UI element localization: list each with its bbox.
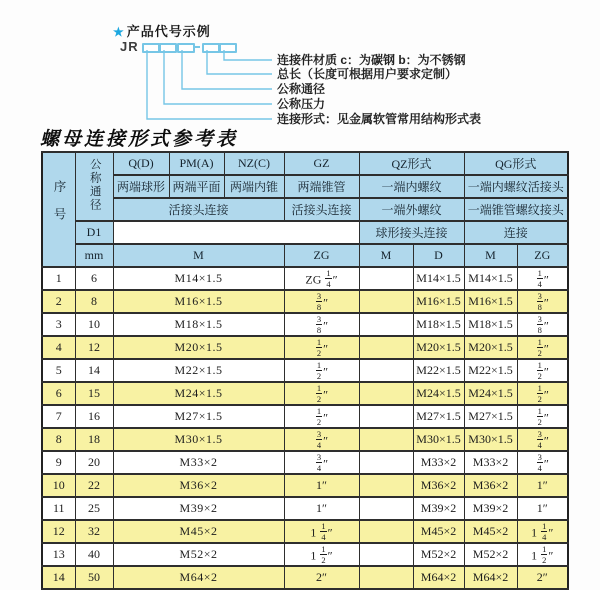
fraction: $\frac{3}{8}$ — [316, 313, 322, 335]
gz-cell: $\frac{3}{4}$ ″ — [284, 451, 359, 474]
qg-m-cell: M27×1.5 — [464, 405, 517, 428]
table-row — [42, 520, 568, 543]
qg-zg-cell: 1″ — [517, 474, 568, 497]
table-row — [42, 566, 568, 589]
header-joint-qg: 连接 — [464, 221, 568, 244]
qz-d-cell: M30×1.5 — [413, 428, 464, 451]
diagram-title-text: 产品代号示例 — [126, 24, 211, 39]
qz-m-cell — [359, 428, 413, 451]
header-desc-pma: 两端平面 — [169, 175, 224, 198]
serial-cell: 10 — [42, 474, 75, 497]
qz-m-cell — [359, 405, 413, 428]
qz-m-cell — [359, 543, 413, 566]
header-nominal-diameter: 公称通径 — [75, 152, 113, 221]
header-row-threads — [42, 244, 568, 267]
serial-cell: 11 — [42, 497, 75, 520]
fraction: $\frac{1}{4}$ — [326, 267, 331, 289]
serial-cell: 12 — [42, 520, 75, 543]
m-thread-cell: M30×1.5 — [113, 428, 284, 451]
header-row-d1 — [42, 221, 568, 244]
callout-label: 公称通径 — [277, 82, 326, 96]
m-thread-cell: M16×1.5 — [113, 290, 284, 313]
table-row — [42, 313, 568, 336]
dn-cell: 40 — [75, 543, 113, 566]
fraction: $\frac{3}{8}$ — [537, 313, 542, 335]
table-row — [42, 290, 568, 313]
header-thread-qg-zg: ZG — [517, 244, 568, 267]
gz-cell: $\frac{1}{2}$ ″ — [284, 359, 359, 382]
dn-cell: 8 — [75, 290, 113, 313]
qz-m-cell — [359, 497, 413, 520]
header-type-nzc: NZ(C) — [224, 152, 284, 175]
dn-cell: 12 — [75, 336, 113, 359]
qz-m-cell — [359, 451, 413, 474]
fraction: $\frac{3}{4}$ — [537, 428, 542, 450]
qz-m-cell — [359, 474, 413, 497]
qg-m-cell: M22×1.5 — [464, 359, 517, 382]
m-thread-cell: M39×2 — [113, 497, 284, 520]
table-body — [42, 267, 568, 589]
qg-zg-cell: $\frac{3}{4}$ ″ — [517, 428, 568, 451]
qz-d-cell: M18×1.5 — [413, 313, 464, 336]
header-desc-qz: 一端内螺纹 — [359, 175, 464, 198]
serial-cell: 14 — [42, 566, 75, 589]
gz-cell: $\frac{1}{2}$ ″ — [284, 382, 359, 405]
qg-zg-cell: 1 $\frac{1}{4}$ ″ — [517, 520, 568, 543]
code-prefix: JR — [120, 39, 139, 54]
header-type-gz: GZ — [284, 152, 359, 175]
header-thread-qz-m: M — [359, 244, 413, 267]
fraction: $\frac{1}{4}$ — [542, 520, 547, 542]
fraction: $\frac{1}{2}$ — [542, 543, 547, 565]
qg-m-cell: M30×1.5 — [464, 428, 517, 451]
header-type-qz: QZ形式 — [359, 152, 464, 175]
qz-d-cell: M16×1.5 — [413, 290, 464, 313]
serial-cell: 2 — [42, 290, 75, 313]
header-serial: 序号 — [42, 152, 75, 267]
product-code-diagram — [0, 0, 600, 128]
header-thread-m: M — [113, 244, 284, 267]
dn-cell: 15 — [75, 382, 113, 405]
table-row — [42, 267, 568, 290]
qg-m-cell: M14×1.5 — [464, 267, 517, 290]
table-title: 螺母连接形式参考表 — [40, 128, 239, 150]
serial-cell: 13 — [42, 543, 75, 566]
qg-zg-cell: 1 $\frac{1}{2}$ ″ — [517, 543, 568, 566]
header-joint-qz: 球形接头连接 — [359, 221, 464, 244]
serial-cell: 8 — [42, 428, 75, 451]
table-row — [42, 497, 568, 520]
qg-m-cell: M24×1.5 — [464, 382, 517, 405]
m-thread-cell: M18×1.5 — [113, 313, 284, 336]
qg-zg-cell: $\frac{1}{2}$ ″ — [517, 382, 568, 405]
gz-cell: $\frac{3}{4}$ ″ — [284, 428, 359, 451]
table-row — [42, 451, 568, 474]
dn-cell: 32 — [75, 520, 113, 543]
gz-cell: 1″ — [284, 497, 359, 520]
qg-m-cell: M39×2 — [464, 497, 517, 520]
m-thread-cell: M20×1.5 — [113, 336, 284, 359]
qz-d-cell: M27×1.5 — [413, 405, 464, 428]
fraction: $\frac{1}{2}$ — [321, 543, 326, 565]
qg-zg-cell: $\frac{3}{8}$ ″ — [517, 313, 568, 336]
header-row-connections — [42, 198, 568, 221]
header-blank-cell — [113, 221, 359, 244]
header-type-qd: Q(D) — [113, 152, 169, 175]
dn-cell: 50 — [75, 566, 113, 589]
dn-cell: 18 — [75, 428, 113, 451]
table-header — [42, 152, 568, 267]
m-thread-cell: M36×2 — [113, 474, 284, 497]
callout-label: 连接件材质 c：为碳钢 b：为不锈钢 — [277, 53, 466, 67]
serial-cell: 4 — [42, 336, 75, 359]
qg-zg-cell: $\frac{3}{8}$ ″ — [517, 290, 568, 313]
fraction: $\frac{3}{4}$ — [537, 451, 542, 473]
gz-cell: 2″ — [284, 566, 359, 589]
gz-cell: 1 $\frac{1}{2}$ ″ — [284, 543, 359, 566]
dn-cell: 6 — [75, 267, 113, 290]
header-type-pma: PM(A) — [169, 152, 224, 175]
fraction: $\frac{1}{2}$ — [537, 405, 542, 427]
qz-d-cell: M24×1.5 — [413, 382, 464, 405]
callout-label: 公称压力 — [277, 97, 326, 111]
qg-zg-cell: 2″ — [517, 566, 568, 589]
fraction: $\frac{1}{2}$ — [316, 336, 322, 358]
table-row — [42, 428, 568, 451]
gz-cell: $\frac{1}{2}$ ″ — [284, 336, 359, 359]
header-thread-qg-m: M — [464, 244, 517, 267]
qz-d-cell: M33×2 — [413, 451, 464, 474]
dn-cell: 25 — [75, 497, 113, 520]
header-unit: mm — [75, 244, 113, 267]
qz-d-cell: M20×1.5 — [413, 336, 464, 359]
gz-cell: 1 $\frac{1}{4}$ ″ — [284, 520, 359, 543]
fraction: $\frac{1}{2}$ — [537, 382, 542, 404]
qg-m-cell: M52×2 — [464, 543, 517, 566]
gz-cell: ZG $\frac{1}{4}$ ″ — [284, 267, 359, 290]
header-thread-zg: ZG — [284, 244, 359, 267]
table-row — [42, 543, 568, 566]
qz-d-cell: M64×2 — [413, 566, 464, 589]
m-thread-cell: M24×1.5 — [113, 382, 284, 405]
qz-m-cell — [359, 359, 413, 382]
header-type-qg: QG形式 — [464, 152, 568, 175]
qz-d-cell: M52×2 — [413, 543, 464, 566]
header-row-descriptions — [42, 175, 568, 198]
qg-zg-cell: 1″ — [517, 497, 568, 520]
header-d1: D1 — [75, 221, 113, 244]
m-thread-cell: M14×1.5 — [113, 267, 284, 290]
header-conn-qz: 一端外螺纹 — [359, 198, 464, 221]
table-row — [42, 336, 568, 359]
header-conn-union: 活接头连接 — [113, 198, 284, 221]
qg-zg-cell: $\frac{1}{4}$ ″ — [517, 267, 568, 290]
serial-cell: 9 — [42, 451, 75, 474]
header-desc-qg: 一端内螺纹活接头 — [464, 175, 568, 198]
qg-m-cell: M36×2 — [464, 474, 517, 497]
fraction: $\frac{1}{2}$ — [316, 359, 322, 381]
m-thread-cell: M33×2 — [113, 451, 284, 474]
fraction: $\frac{1}{2}$ — [537, 359, 542, 381]
fraction: $\frac{1}{2}$ — [316, 405, 322, 427]
qg-m-cell: M18×1.5 — [464, 313, 517, 336]
gz-cell: $\frac{1}{2}$ ″ — [284, 405, 359, 428]
fraction: $\frac{3}{4}$ — [316, 451, 322, 473]
callout-label: 总长（长度可根据用户要求定制） — [277, 67, 458, 81]
fraction: $\frac{3}{8}$ — [537, 290, 542, 312]
m-thread-cell: M27×1.5 — [113, 405, 284, 428]
fraction: $\frac{1}{4}$ — [537, 267, 542, 289]
callout-label: 连接形式：见金属软管常用结构形式表 — [277, 112, 482, 126]
qz-m-cell — [359, 290, 413, 313]
qg-m-cell: M45×2 — [464, 520, 517, 543]
fraction: $\frac{3}{4}$ — [316, 428, 322, 450]
gz-cell: $\frac{3}{8}$ ″ — [284, 290, 359, 313]
qz-d-cell: M39×2 — [413, 497, 464, 520]
header-desc-qd: 两端球形 — [113, 175, 169, 198]
qz-m-cell — [359, 313, 413, 336]
fraction: $\frac{1}{2}$ — [537, 336, 542, 358]
m-thread-cell: M45×2 — [113, 520, 284, 543]
serial-cell: 7 — [42, 405, 75, 428]
qg-m-cell: M64×2 — [464, 566, 517, 589]
qz-m-cell — [359, 382, 413, 405]
header-conn-qg: 一端锥管螺纹接头 — [464, 198, 568, 221]
star-icon: ★ — [113, 25, 125, 39]
qz-m-cell — [359, 267, 413, 290]
m-thread-cell: M64×2 — [113, 566, 284, 589]
qz-d-cell: M22×1.5 — [413, 359, 464, 382]
qg-m-cell: M20×1.5 — [464, 336, 517, 359]
qz-m-cell — [359, 566, 413, 589]
qz-m-cell — [359, 520, 413, 543]
header-row-types — [42, 152, 568, 175]
fraction: $\frac{3}{8}$ — [316, 290, 322, 312]
m-thread-cell: M52×2 — [113, 543, 284, 566]
nut-connection-table — [41, 151, 569, 590]
qz-m-cell — [359, 336, 413, 359]
table-row — [42, 359, 568, 382]
header-conn-gz: 活接头连接 — [284, 198, 359, 221]
table-row — [42, 382, 568, 405]
qg-zg-cell: $\frac{1}{2}$ ″ — [517, 405, 568, 428]
dn-cell: 20 — [75, 451, 113, 474]
dn-cell: 22 — [75, 474, 113, 497]
qg-zg-cell: $\frac{1}{2}$ ″ — [517, 336, 568, 359]
header-desc-nzc: 两端内锥 — [224, 175, 284, 198]
table-row — [42, 405, 568, 428]
fraction: $\frac{1}{2}$ — [316, 382, 322, 404]
dn-cell: 10 — [75, 313, 113, 336]
serial-cell: 5 — [42, 359, 75, 382]
m-thread-cell: M22×1.5 — [113, 359, 284, 382]
qg-m-cell: M16×1.5 — [464, 290, 517, 313]
dn-cell: 16 — [75, 405, 113, 428]
qz-d-cell: M14×1.5 — [413, 267, 464, 290]
qz-d-cell: M36×2 — [413, 474, 464, 497]
header-desc-gz: 两端锥管 — [284, 175, 359, 198]
table-row — [42, 474, 568, 497]
fraction: $\frac{1}{4}$ — [321, 520, 326, 542]
qg-zg-cell: $\frac{3}{4}$ ″ — [517, 451, 568, 474]
gz-cell: 1″ — [284, 474, 359, 497]
header-thread-qz-d: D — [413, 244, 464, 267]
gz-cell: $\frac{3}{8}$ ″ — [284, 313, 359, 336]
qz-d-cell: M45×2 — [413, 520, 464, 543]
qg-zg-cell: $\frac{1}{2}$ ″ — [517, 359, 568, 382]
serial-cell: 3 — [42, 313, 75, 336]
serial-cell: 1 — [42, 267, 75, 290]
dn-cell: 14 — [75, 359, 113, 382]
serial-cell: 6 — [42, 382, 75, 405]
qg-m-cell: M33×2 — [464, 451, 517, 474]
